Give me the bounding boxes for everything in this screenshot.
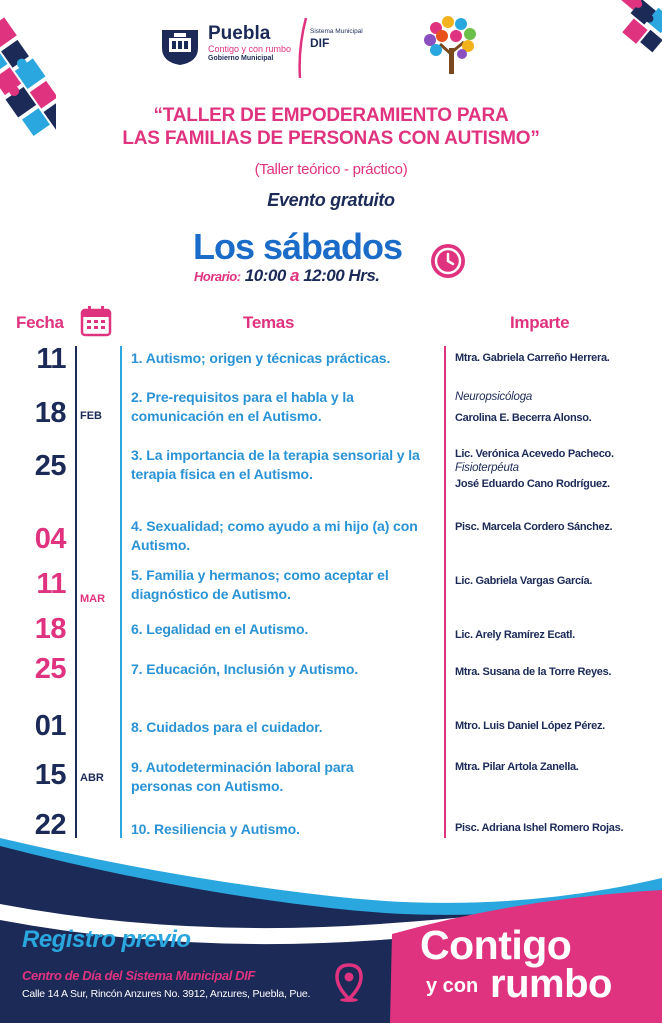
month-label-abr: ABR <box>80 772 104 784</box>
puzzle-decoration-left <box>0 0 56 180</box>
puebla-government: Gobierno Municipal <box>208 55 274 62</box>
session-day: 15 <box>34 759 66 791</box>
puebla-tagline: Contigo y con rumbo <box>208 44 292 54</box>
logo-divider-swoosh <box>296 18 310 78</box>
topic-item: 7. Educación, Inclusión y Autismo. <box>131 661 359 677</box>
dif-subtitle: Sistema Municipal <box>310 28 363 35</box>
time-joiner: a <box>290 266 299 285</box>
speaker-name: Lic. Arely Ramírez Ecatl. <box>455 629 575 641</box>
speaker-name: Pisc. Marcela Cordero Sánchez. <box>455 521 613 533</box>
puebla-logo-text <box>208 24 291 64</box>
date-column-rule <box>75 346 77 838</box>
speaker-name: Mtro. Luis Daniel López Pérez. <box>455 720 605 732</box>
topic-item: 5. Familia y hermanos; como aceptar el diagnóstico de Autismo. <box>131 567 389 602</box>
slogan-rumbo: rumbo <box>490 962 612 1006</box>
speaker-name: Mtra. Susana de la Torre Reyes. <box>455 666 612 678</box>
header-logos <box>158 18 488 78</box>
topic-item: 6. Legalidad en el Autismo. <box>131 621 309 637</box>
workshop-subtitle: (Taller teórico - práctico) <box>254 161 408 178</box>
column-header-temas: Temas <box>243 313 295 332</box>
workshop-title-line-2: LAS FAMILIAS DE PERSONAS CON AUTISMO” <box>122 128 540 149</box>
speaker-role: Neuropsicóloga <box>455 391 533 403</box>
month-label-mar: MAR <box>80 593 106 605</box>
clock-icon <box>430 243 466 279</box>
registration-heading: Registro previo <box>22 926 191 953</box>
puebla-shield-logo <box>158 26 202 66</box>
saturdays-heading: Los sábados <box>193 226 403 267</box>
topic-item: 3. La importancia de la terapia sensorial y la terapia física en el Autismo. <box>131 447 420 482</box>
topic-item: 4. Sexualidad; como ayudo a mi hijo (a) con Autismo. <box>131 518 418 553</box>
topic-item: 1. Autismo; origen y técnicas prácticas. <box>131 350 391 366</box>
speakers-column-rule <box>444 346 446 838</box>
session-day: 25 <box>34 653 66 685</box>
session-day: 22 <box>34 809 66 841</box>
speaker-name: Lic. Gabriela Vargas García. <box>455 575 593 587</box>
free-event-label: Evento gratuito <box>267 190 395 210</box>
venue-address: Calle 14 A Sur, Rincón Anzures No. 3912, Anzures, Puebla, Pue. <box>22 988 311 1000</box>
workshop-title-line-1: “TALLER DE EMPODERAMIENTO PARA <box>153 105 509 126</box>
topic-item: 9. Autodeterminación laboral para personas con Autismo. <box>131 759 354 794</box>
schedule-label: Horario: <box>194 269 241 284</box>
column-header-imparte: Imparte <box>510 313 570 332</box>
schedule-time <box>194 266 380 286</box>
session-day: 04 <box>34 523 66 555</box>
venue-name: Centro de Día del Sistema Municipal DIF <box>22 968 255 983</box>
speaker-role: Fisioterpéuta <box>455 462 519 474</box>
topic-item: 10. Resiliencia y Autismo. <box>131 821 300 837</box>
session-day: 18 <box>34 397 66 429</box>
speaker-name: Pisc. Adriana Ishel Romero Rojas. <box>455 822 624 834</box>
autism-families-tree-logo <box>416 14 488 90</box>
puebla-name: Puebla <box>208 23 271 44</box>
session-day: 25 <box>34 450 66 482</box>
session-day: 01 <box>34 710 66 742</box>
column-header-fecha: Fecha <box>16 313 64 332</box>
speaker-name: José Eduardo Cano Rodríguez. <box>455 478 610 490</box>
slogan-y-con: y con <box>426 975 479 997</box>
dif-name: DIF <box>310 36 330 50</box>
dif-logo <box>310 28 363 50</box>
topics-column-rule <box>120 346 122 838</box>
session-day: 11 <box>36 568 66 600</box>
speaker-name: Mtra. Gabriela Carreño Herrera. <box>455 352 610 364</box>
session-day: 11 <box>36 343 66 375</box>
month-label-feb: FEB <box>80 410 102 422</box>
location-pin-icon <box>334 963 364 1003</box>
end-time: 12:00 Hrs. <box>303 266 380 285</box>
speaker-name: Lic. Verónica Acevedo Pacheco. <box>455 448 614 460</box>
calendar-icon <box>80 305 112 337</box>
puzzle-decoration-right <box>592 0 662 70</box>
session-day: 18 <box>34 613 66 645</box>
workshop-title <box>0 104 662 150</box>
speaker-name: Mtra. Pilar Artola Zanella. <box>455 761 579 773</box>
topic-item: 8. Cuidados para el cuidador. <box>131 719 323 735</box>
topic-item: 2. Pre-requisitos para el habla y la comunicación en el Autismo. <box>131 389 354 424</box>
slogan-contigo: Contigo <box>420 922 572 968</box>
speaker-name: Carolina E. Becerra Alonso. <box>455 412 592 424</box>
start-time: 10:00 <box>244 266 286 285</box>
